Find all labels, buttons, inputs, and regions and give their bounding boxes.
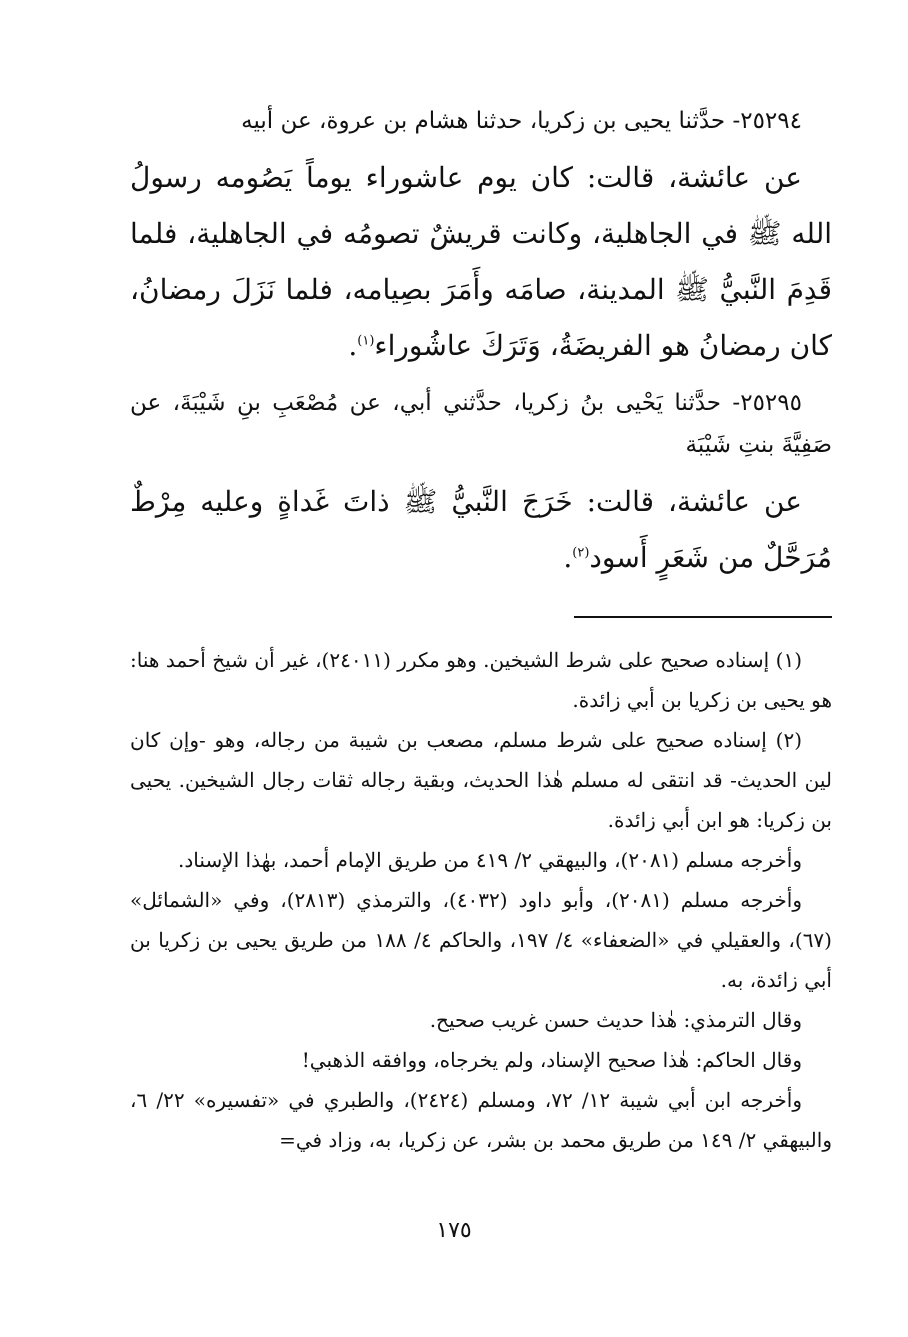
footnote: (٢) إسناده صحيح على شرط مسلم، مصعب بن شيبة من رجاله، وهو -وإن كان لين الحديث- قد انتقى له مسلم هٰذا الحديث، وبقية رجاله ثقات رجال الشيخين. يحيى بن زكريا: هو ابن أبي زائدة. xyxy=(130,728,832,832)
footnote: (١) إسناده صحيح على شرط الشيخين. وهو مكرر (٢٤٠١١)، غير أن شيخ أحمد هنا: هو يحيى بن زكريا بن أبي زائدة. xyxy=(130,648,832,712)
hadith-text-body: عن عائشة، قالت: خَرَجَ النَّبيُّ ﷺ ذاتَ غَداةٍ وعليه مِرْطٌ مُرَحَّلٌ من شَعَرٍ أَسود xyxy=(130,485,832,574)
footnote: وأخرجه مسلم (٢٠٨١)، والبيهقي ٢/ ٤١٩ من طريق الإمام أحمد، بهٰذا الإسناد. xyxy=(178,848,802,872)
hadith-text xyxy=(130,474,832,586)
footnote: وقال الحاكم: هٰذا صحيح الإسناد، ولم يخرجاه، ووافقه الذهبي! xyxy=(301,1048,802,1072)
page-number: ١٧٥ xyxy=(436,1218,472,1243)
hadith-chain: ٢٥٢٩٥- حدَّثنا يَحْيى بنُ زكريا، حدَّثني أبي، عن مُصْعَبِ بنِ شَيْبَةَ، عن صَفِيَّةَ بنتِ شَيْبَة xyxy=(130,390,832,458)
hadith-text-body: عن عائشة، قالت: كان يوم عاشوراء يوماً يَصُومه رسولُ الله ﷺ في الجاهلية، وكانت قريشٌ تصومُه في الجاهلية، فلما قَدِمَ النَّبيُّ ﷺ المدينة، صامَه وأَمَرَ بصِيامه، فلما نَزَلَ رمضانُ، كان رمضانُ هو الفريضَةُ، وَتَرَكَ عاشُوراء xyxy=(130,161,832,362)
hadith-chain: ٢٥٢٩٤- حدَّثنا يحيى بن زكريا، حدثنا هشام بن عروة، عن أبيه xyxy=(241,108,802,134)
hadith-text xyxy=(130,150,832,374)
footnote: وأخرجه ابن أبي شيبة ١٢/ ٧٢، ومسلم (٢٤٢٤)، والطبري في «تفسيره» ٢٢/ ٦، والبيهقي ٢/ ١٤٩ من طريق محمد بن بشر، عن زكريا، به، وزاد في= xyxy=(130,1088,832,1152)
footnote: وقال الترمذي: هٰذا حديث حسن غريب صحيح. xyxy=(429,1008,802,1032)
footnote: وأخرجه مسلم (٢٠٨١)، وأبو داود (٤٠٣٢)، والترمذي (٢٨١٣)، وفي «الشمائل» (٦٧)، والعقيلي في «الضعفاء» ٤/ ١٩٧، والحاكم ٤/ ١٨٨ من طريق يحيى بن زكريا بن أبي زائدة، به. xyxy=(130,888,832,992)
page-body xyxy=(130,100,832,1260)
footnote-ref[interactable]: (١) xyxy=(357,333,375,349)
footnote-ref[interactable]: (٢) xyxy=(572,545,590,561)
footnote-divider xyxy=(574,616,832,618)
hadith-text-end: . xyxy=(348,329,358,362)
hadith-text-end: . xyxy=(563,541,573,574)
